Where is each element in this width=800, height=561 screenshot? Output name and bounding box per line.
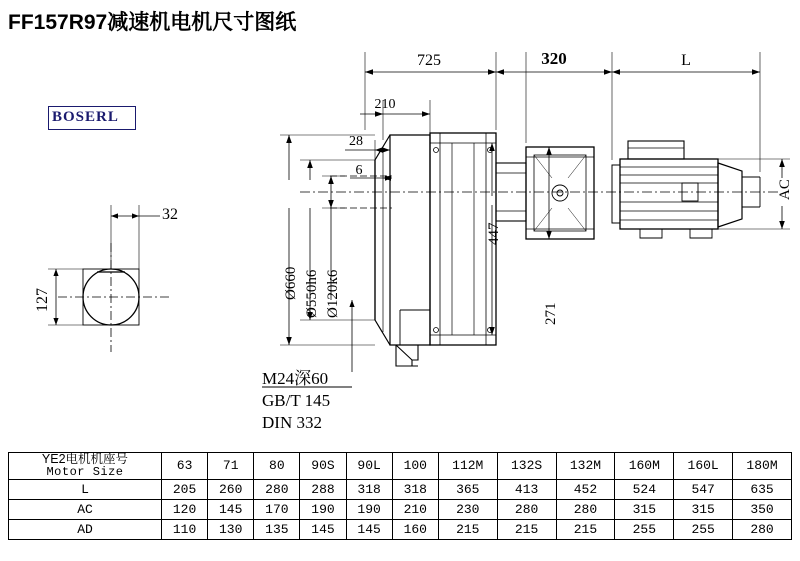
cell: 230 [438, 499, 497, 519]
cell: 145 [300, 519, 346, 539]
cell: 215 [438, 519, 497, 539]
cell: 260 [208, 479, 254, 499]
cell: 120 [162, 499, 208, 519]
table-header-row [9, 453, 792, 480]
cell: 315 [615, 499, 674, 519]
table-header-size: 100 [392, 453, 438, 480]
cell: 170 [254, 499, 300, 519]
cell: 255 [615, 519, 674, 539]
dim-L: L [681, 52, 691, 69]
table-header-size: 80 [254, 453, 300, 480]
table-header-label-en: Motor Size [46, 465, 124, 480]
table-header-label [9, 453, 162, 480]
cell: 365 [438, 479, 497, 499]
table-row [9, 479, 792, 499]
cell: 190 [300, 499, 346, 519]
dim-447: 447 [486, 222, 502, 245]
table-header-size: 112M [438, 453, 497, 480]
table-header-label-cn: YE2电机机座号 [41, 452, 129, 466]
cell: 215 [497, 519, 556, 539]
logo-text: BOSERL [52, 109, 119, 125]
cell: 288 [300, 479, 346, 499]
cell: 452 [556, 479, 615, 499]
dim-725: 725 [417, 52, 441, 69]
dim-320: 320 [541, 49, 567, 68]
cell: 255 [674, 519, 733, 539]
table-row [9, 519, 792, 539]
dim-127: 127 [34, 288, 51, 312]
table-header-size: 160L [674, 453, 733, 480]
dim-550h6: Ø550h6 [304, 269, 320, 318]
cell: 413 [497, 479, 556, 499]
page-title: FF157R97减速机电机尺寸图纸 [8, 11, 297, 34]
cell: 635 [733, 479, 792, 499]
note-standard-1: GB/T 145 [262, 391, 331, 410]
cell: 280 [733, 519, 792, 539]
table-row [9, 499, 792, 519]
cell: 130 [208, 519, 254, 539]
table-header-size: 90S [300, 453, 346, 480]
dim-32: 32 [162, 206, 178, 223]
dim-210: 210 [374, 97, 396, 112]
table-header-size: 160M [615, 453, 674, 480]
row-label: AD [9, 519, 162, 539]
cell: 145 [208, 499, 254, 519]
cell: 280 [254, 479, 300, 499]
cell: 110 [162, 519, 208, 539]
cell: 315 [674, 499, 733, 519]
cell: 210 [392, 499, 438, 519]
dim-28: 28 [349, 134, 363, 149]
table-header-size: 132M [556, 453, 615, 480]
cell: 524 [615, 479, 674, 499]
cell: 547 [674, 479, 733, 499]
note-standard-2: DIN 332 [262, 413, 322, 432]
dim-AC: AC [777, 179, 793, 200]
cell: 135 [254, 519, 300, 539]
cell: 318 [392, 479, 438, 499]
row-label: L [9, 479, 162, 499]
dim-120k6: Ø120k6 [325, 269, 341, 318]
cell: 350 [733, 499, 792, 519]
cell: 280 [556, 499, 615, 519]
table-header-size: 63 [162, 453, 208, 480]
dim-660: Ø660 [283, 266, 299, 300]
cell: 160 [392, 519, 438, 539]
table-header-size: 132S [497, 453, 556, 480]
cell: 280 [497, 499, 556, 519]
table-header-size: 90L [346, 453, 392, 480]
row-label: AC [9, 499, 162, 519]
note-thread: M24深60 [262, 369, 329, 388]
cell: 318 [346, 479, 392, 499]
dim-6: 6 [355, 163, 363, 178]
table-header-size: 180M [733, 453, 792, 480]
cell: 145 [346, 519, 392, 539]
dim-271: 271 [543, 302, 559, 325]
cell: 205 [162, 479, 208, 499]
table-header-size: 71 [208, 453, 254, 480]
cell: 215 [556, 519, 615, 539]
motor-size-table [8, 452, 792, 540]
cell: 190 [346, 499, 392, 519]
